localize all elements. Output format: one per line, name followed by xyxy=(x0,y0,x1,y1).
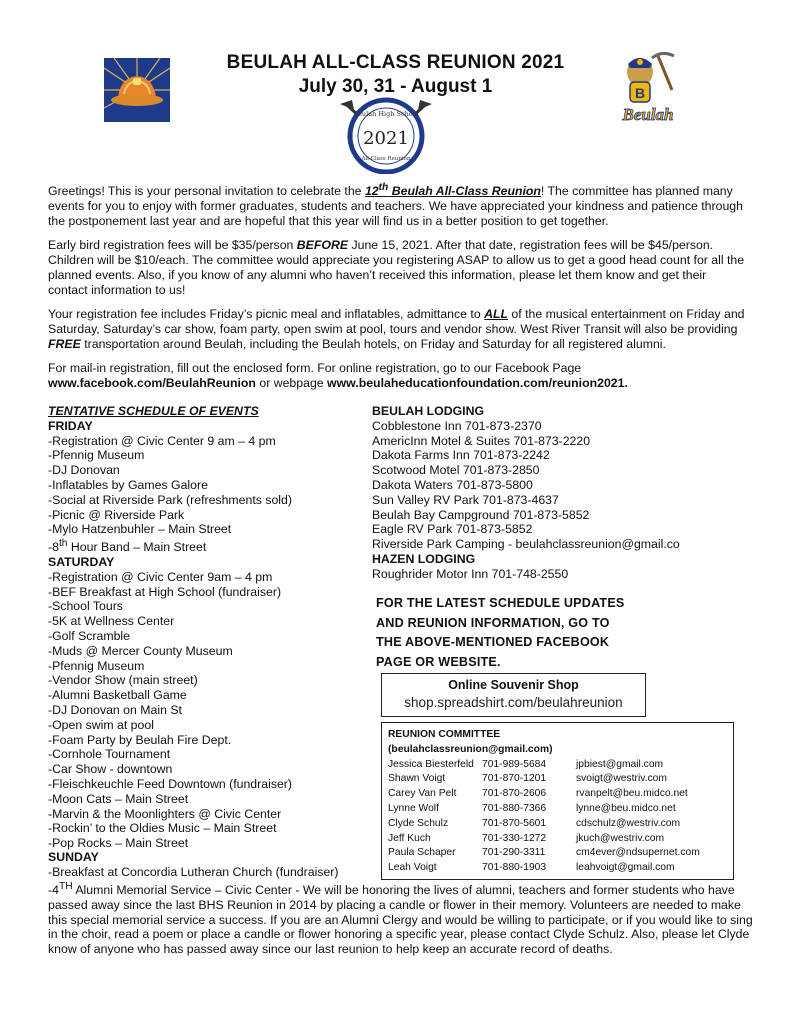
list-item: -Registration @ Civic Center 9 am – 4 pm xyxy=(48,433,276,448)
list-item: Riverside Park Camping - beulahclassreunion@gmail.co xyxy=(372,537,680,552)
list-item: -Car Show - downtown xyxy=(48,762,173,777)
list-item: Eagle RV Park 701-873-5852 xyxy=(372,522,533,537)
list-item: -Fleischkeuchle Feed Downtown (fundraiser) xyxy=(48,777,292,792)
sunday-schedule xyxy=(48,850,378,880)
schedule-of-events xyxy=(48,404,368,851)
list-item: -Pfennig Museum xyxy=(48,448,145,463)
mascot-text: Beulah xyxy=(622,105,674,124)
list-item: -Cornhole Tournament xyxy=(48,747,171,762)
committee-heading: REUNION COMMITTEE xyxy=(388,729,501,740)
schedule-heading: TENTATIVE SCHEDULE OF EVENTS xyxy=(48,404,259,418)
list-item: -Vendor Show (main street) xyxy=(48,673,198,688)
list-item: AmericInn Motel & Suites 701-873-2220 xyxy=(372,433,591,448)
facebook-link[interactable]: www.facebook.com/BeulahReunion xyxy=(48,376,256,391)
beulah-miner-mascot-icon xyxy=(600,50,692,128)
list-item: Scotwood Motel 701-873-2850 xyxy=(372,463,540,478)
committee-table xyxy=(388,758,700,876)
list-item: Beulah Bay Campground 701-873-5852 xyxy=(372,507,590,522)
document-header xyxy=(0,0,791,175)
list-item: Sun Valley RV Park 701-873-4637 xyxy=(372,492,559,507)
intro-paragraph-4: For mail-in registration, fill out the enclosed form. For online registration, go to our Facebook Page www.facebook.com/BeulahReunion or webpage www.beulaheducationfoundation.com/reunion2021. xyxy=(48,361,628,391)
list-item: -Breakfast at Concordia Lutheran Church (fundraiser) xyxy=(48,864,339,879)
list-item: -Picnic @ Riverside Park xyxy=(48,507,185,522)
list-item: -BEF Breakfast at High School (fundraiser) xyxy=(48,584,282,599)
list-item: -Marvin & the Moonlighters @ Civic Center xyxy=(48,806,282,821)
list-item: -Foam Party by Beulah Fire Dept. xyxy=(48,732,232,747)
list-item: -Alumni Basketball Game xyxy=(48,688,187,703)
memorial-service-text: -4TH Alumni Memorial Service – Civic Center - We will be honoring the lives of alumni, teachers and former students who have passed away since the last BHS Reunion in 2014 by placing a candle or flower in their memory. Volunteers are needed to make this special memorial service a success. If you are an Alumni Clergy and would be willing to participate, or if you would like to sing in the choir, read a poem or place a candle or flower honoring a specific year, please contact Clyde Schulz. Also, please let Clyde know of anyone who has passed away since our last reunion to help keep an accurate record of deaths. xyxy=(48,881,753,957)
list-item: -Open swim at pool xyxy=(48,717,154,732)
list-item: -Pfennig Museum xyxy=(48,658,145,673)
table-row: Leah Voigt 701-880-1903 leahvoigt@gmail.com xyxy=(388,862,675,874)
hazen-lodging-heading: HAZEN LODGING xyxy=(372,551,476,566)
updates-notice: FOR THE LATEST SCHEDULE UPDATES AND REUNION INFORMATION, GO TO THE ABOVE-MENTIONED FACEBOOK PAGE OR WEBSITE. xyxy=(376,596,625,669)
list-item: -Moon Cats – Main Street xyxy=(48,791,189,806)
reunion-committee-box xyxy=(381,722,734,880)
seal-bottom-text: All-Class Reunion xyxy=(361,156,411,162)
list-item: -5K at Wellness Center xyxy=(48,614,175,629)
table-row: Paula Schaper 701-290-3311 cm4ever@ndsupernet.com xyxy=(388,847,700,859)
list-item: Cobblestone Inn 701-873-2370 xyxy=(372,418,542,433)
list-item: Roughrider Motor Inn 701-748-2550 xyxy=(372,566,569,581)
saturday-label: SATURDAY xyxy=(48,555,115,570)
event-dates: July 30, 31 - August 1 xyxy=(298,76,493,97)
table-row: Jeff Kuch 701-330-1272 jkuch@westriv.com xyxy=(388,832,665,844)
list-item: -Muds @ Mercer County Museum xyxy=(48,643,233,658)
intro-paragraph-1: Greetings! This is your personal invitation to celebrate the 12th Beulah All-Class Reunion! The committee has planned many events for you to enjoy with former graduates, students and teachers. We have appreciated your kindness and patience through the postponement last year and are hopeful that this year will find us in a better position to get together. xyxy=(48,182,743,229)
reunion-seal-icon xyxy=(334,96,438,174)
list-item: -Rockin’ to the Oldies Music – Main Street xyxy=(48,821,277,836)
page-title: BEULAH ALL-CLASS REUNION 2021 xyxy=(226,52,565,73)
friday-label: FRIDAY xyxy=(48,418,93,433)
list-item: Dakota Farms Inn 701-873-2242 xyxy=(372,448,550,463)
table-row: Carey Van Pelt 701-870-2606 rvanpelt@beu.midco.net xyxy=(388,788,688,800)
miner-hat-logo-icon xyxy=(104,58,170,122)
table-row: Jessica Biesterfeld 701-989-5684 jpbiest@gmail.com xyxy=(388,758,664,770)
list-item: -DJ Donovan xyxy=(48,463,120,478)
seal-year: 2021 xyxy=(363,128,409,149)
list-item: -Inflatables by Games Galore xyxy=(48,477,208,492)
lodging-list xyxy=(372,404,732,582)
list-item: -Social at Riverside Park (refreshments sold) xyxy=(48,492,292,507)
list-item: Dakota Waters 701-873-5800 xyxy=(372,477,533,492)
list-item: -Registration @ Civic Center 9am – 4 pm xyxy=(48,569,273,584)
list-item: -School Tours xyxy=(48,599,123,614)
table-row: Shawn Voigt 701-870-1201 svoigt@westriv.com xyxy=(388,773,667,785)
list-item: -Pop Rocks – Main Street xyxy=(48,836,189,851)
beulah-lodging-heading: BEULAH LODGING xyxy=(372,404,485,418)
shop-url-link[interactable]: shop.spreadshirt.com/beulahreunion xyxy=(404,695,623,710)
table-row: Clyde Schulz 701-870-5601 cdschulz@westriv.com xyxy=(388,817,681,829)
table-row: Lynne Wolf 701-880-7366 lynne@beu.midco.net xyxy=(388,802,676,814)
list-item: -DJ Donovan on Main St xyxy=(48,703,182,718)
committee-email: (beulahclassreunion@gmail.com) xyxy=(388,743,553,755)
intro-paragraph-2: Early bird registration fees will be $35/person BEFORE June 15, 2021. After that date, registration fees will be $45/person. Children will be $10/each. The committee would appreciate you registering ASAP to allow us to get a good head count for all the planned events. Also, if you know of any alumni who haven’t received this information, please let them know and get their contact information to us! xyxy=(48,238,745,298)
shop-title: Online Souvenir Shop xyxy=(448,678,579,692)
list-item: -Golf Scramble xyxy=(48,629,131,644)
webpage-link[interactable]: www.beulaheducationfoundation.com/reunion2021. xyxy=(327,376,628,391)
sunday-label: SUNDAY xyxy=(48,850,99,864)
list-item: -Mylo Hatzenbuhler – Main Street xyxy=(48,522,232,537)
mascot-letter: B xyxy=(634,85,646,101)
souvenir-shop-box xyxy=(381,673,646,717)
intro-text xyxy=(48,180,748,400)
seal-top-text: Beulah High School xyxy=(353,110,419,118)
list-item: -8th Hour Band – Main Street xyxy=(48,538,207,555)
intro-paragraph-3: Your registration fee includes Friday’s picnic meal and inflatables, admittance to ALL of the musical entertainment on Friday and Saturday, Saturday’s car show, foam party, open swim at pool, tours and vendor show. West River Transit will also be providing FREE transportation around Beulah, including the Beulah hotels, on Friday and Saturday for all registered alumni. xyxy=(48,307,745,352)
